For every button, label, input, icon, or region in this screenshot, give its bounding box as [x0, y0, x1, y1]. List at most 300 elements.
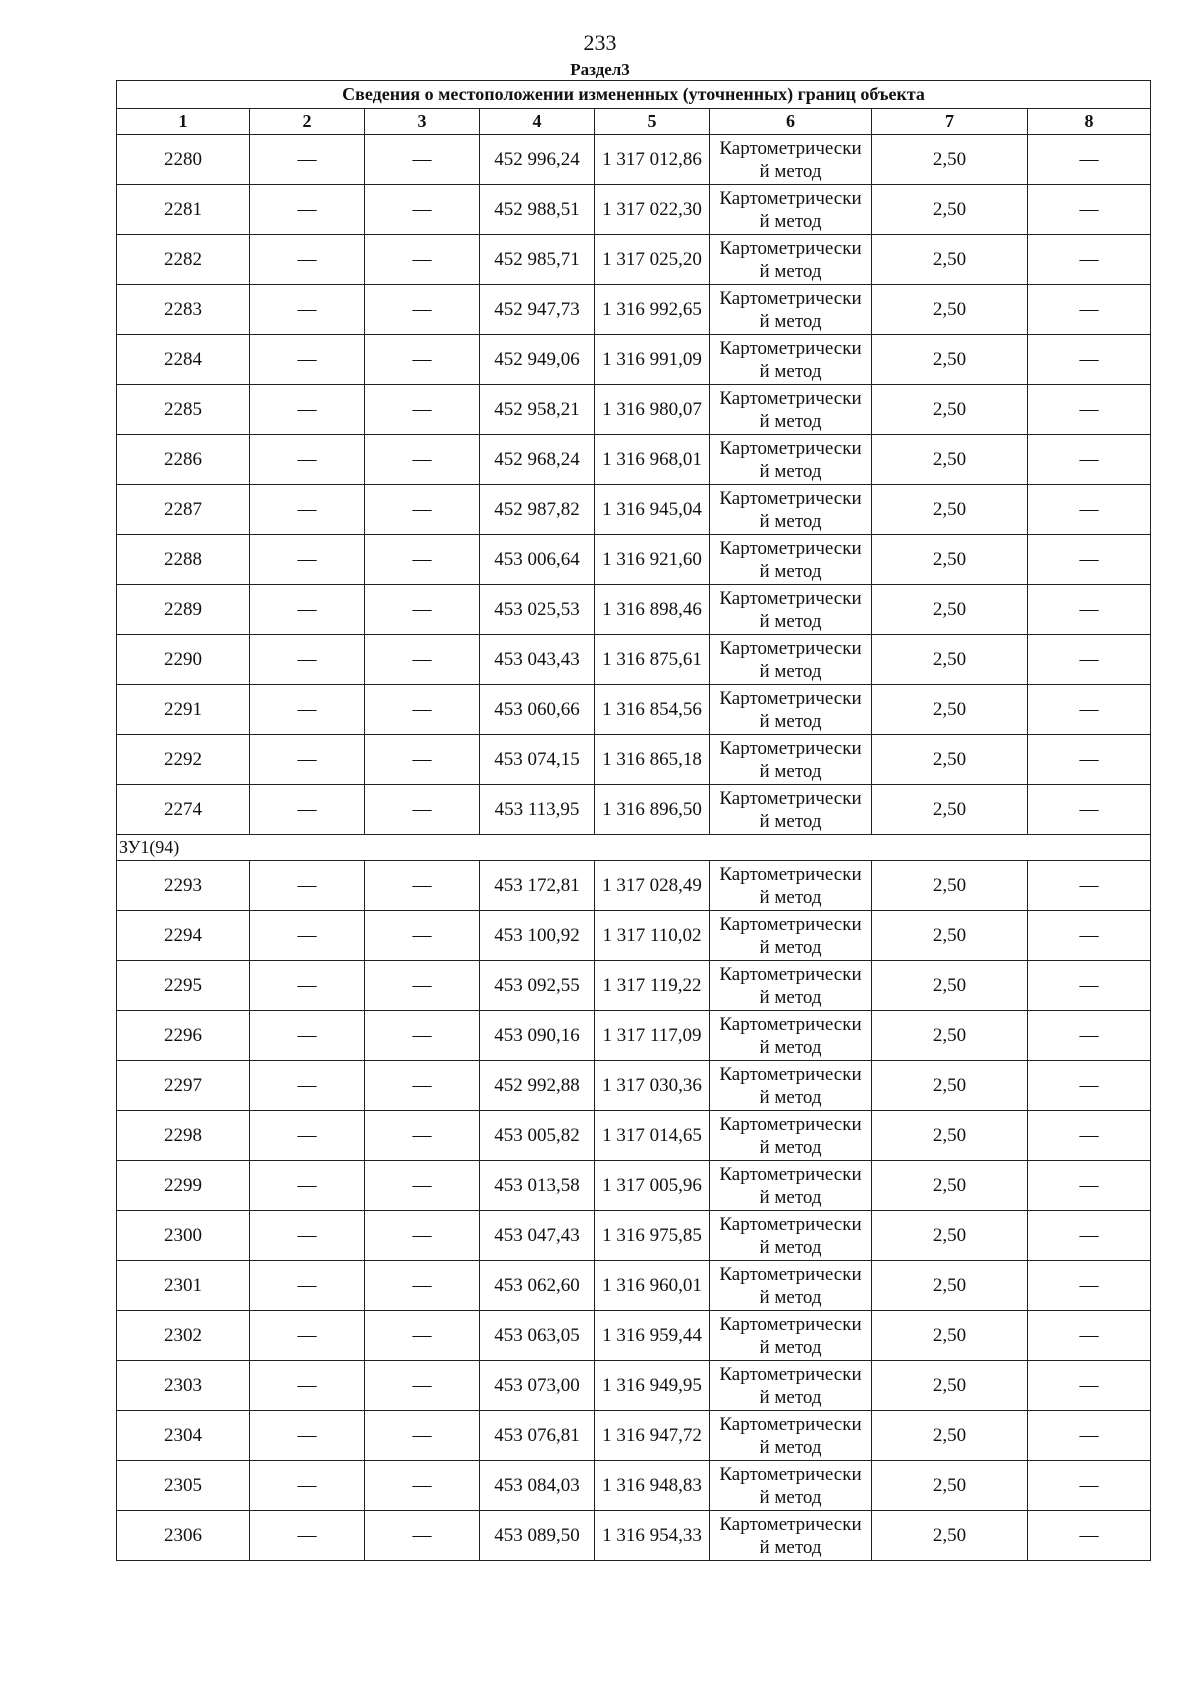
- method-line: й метод: [759, 660, 822, 682]
- y-coordinate: 1 316 949,95: [595, 1361, 710, 1411]
- point-number: 2284: [117, 335, 250, 385]
- method-cell: [710, 1361, 872, 1411]
- col2-cell: —: [250, 685, 365, 735]
- accuracy-value: 2,50: [872, 685, 1028, 735]
- col3-cell: —: [365, 1361, 480, 1411]
- method-cell: [710, 1011, 872, 1061]
- method-cell: [710, 135, 872, 185]
- x-coordinate: 452 988,51: [480, 185, 595, 235]
- y-coordinate: 1 317 012,86: [595, 135, 710, 185]
- method-line: Картометрически: [719, 963, 862, 985]
- method-line: й метод: [759, 560, 822, 582]
- col3-cell: —: [365, 1411, 480, 1461]
- column-header: 6: [710, 109, 872, 135]
- x-coordinate: 453 047,43: [480, 1211, 595, 1261]
- method-line: й метод: [759, 1386, 822, 1408]
- y-coordinate: 1 316 875,61: [595, 635, 710, 685]
- col3-cell: —: [365, 861, 480, 911]
- y-coordinate: 1 317 005,96: [595, 1161, 710, 1211]
- table-row: [117, 235, 1151, 285]
- method-line: Картометрически: [719, 1163, 862, 1185]
- col2-cell: —: [250, 1361, 365, 1411]
- x-coordinate: 453 113,95: [480, 785, 595, 835]
- method-cell: [710, 635, 872, 685]
- col3-cell: —: [365, 1211, 480, 1261]
- col8-cell: —: [1028, 585, 1151, 635]
- point-number: 2288: [117, 535, 250, 585]
- accuracy-value: 2,50: [872, 185, 1028, 235]
- method-cell: [710, 1211, 872, 1261]
- accuracy-value: 2,50: [872, 961, 1028, 1011]
- col3-cell: —: [365, 435, 480, 485]
- y-coordinate: 1 316 854,56: [595, 685, 710, 735]
- method-cell: [710, 1411, 872, 1461]
- method-cell: [710, 911, 872, 961]
- method-cell: [710, 1261, 872, 1311]
- method-line: Картометрически: [719, 737, 862, 759]
- method-line: й метод: [759, 936, 822, 958]
- x-coordinate: 453 073,00: [480, 1361, 595, 1411]
- method-cell: [710, 535, 872, 585]
- point-number: 2296: [117, 1011, 250, 1061]
- table-row: [117, 1311, 1151, 1361]
- col8-cell: —: [1028, 635, 1151, 685]
- y-coordinate: 1 316 947,72: [595, 1411, 710, 1461]
- table-row: [117, 911, 1151, 961]
- col2-cell: —: [250, 1011, 365, 1061]
- x-coordinate: 452 968,24: [480, 435, 595, 485]
- method-line: Картометрически: [719, 487, 862, 509]
- method-line: й метод: [759, 360, 822, 382]
- point-number: 2306: [117, 1511, 250, 1561]
- method-line: Картометрически: [719, 437, 862, 459]
- col8-cell: —: [1028, 1311, 1151, 1361]
- col8-cell: —: [1028, 785, 1151, 835]
- column-header: 3: [365, 109, 480, 135]
- point-number: 2281: [117, 185, 250, 235]
- col2-cell: —: [250, 1111, 365, 1161]
- col3-cell: —: [365, 1511, 480, 1561]
- column-header: 5: [595, 109, 710, 135]
- method-cell: [710, 1461, 872, 1511]
- accuracy-value: 2,50: [872, 1261, 1028, 1311]
- col3-cell: —: [365, 911, 480, 961]
- point-number: 2303: [117, 1361, 250, 1411]
- point-number: 2274: [117, 785, 250, 835]
- table-row: [117, 335, 1151, 385]
- col8-cell: —: [1028, 1111, 1151, 1161]
- method-line: Картометрически: [719, 1463, 862, 1485]
- y-coordinate: 1 316 954,33: [595, 1511, 710, 1561]
- method-cell: [710, 385, 872, 435]
- method-cell: [710, 1111, 872, 1161]
- col2-cell: —: [250, 185, 365, 235]
- table-row: [117, 485, 1151, 535]
- table-row: [117, 1061, 1151, 1111]
- col3-cell: —: [365, 1061, 480, 1111]
- y-coordinate: 1 317 117,09: [595, 1011, 710, 1061]
- method-line: Картометрически: [719, 1213, 862, 1235]
- accuracy-value: 2,50: [872, 235, 1028, 285]
- col3-cell: —: [365, 1461, 480, 1511]
- method-line: й метод: [759, 886, 822, 908]
- col2-cell: —: [250, 235, 365, 285]
- method-line: Картометрически: [719, 1513, 862, 1535]
- point-number: 2297: [117, 1061, 250, 1111]
- table-row: [117, 1411, 1151, 1461]
- col2-cell: —: [250, 1161, 365, 1211]
- y-coordinate: 1 316 865,18: [595, 735, 710, 785]
- method-line: Картометрически: [719, 1263, 862, 1285]
- col8-cell: —: [1028, 1211, 1151, 1261]
- y-coordinate: 1 317 119,22: [595, 961, 710, 1011]
- method-line: Картометрически: [719, 287, 862, 309]
- col2-cell: —: [250, 635, 365, 685]
- method-line: Картометрически: [719, 137, 862, 159]
- method-line: Картометрически: [719, 637, 862, 659]
- col8-cell: —: [1028, 1261, 1151, 1311]
- col2-cell: —: [250, 911, 365, 961]
- point-number: 2298: [117, 1111, 250, 1161]
- accuracy-value: 2,50: [872, 1311, 1028, 1361]
- y-coordinate: 1 317 025,20: [595, 235, 710, 285]
- x-coordinate: 453 074,15: [480, 735, 595, 785]
- column-header: 2: [250, 109, 365, 135]
- col2-cell: —: [250, 435, 365, 485]
- method-cell: [710, 1511, 872, 1561]
- group-row: [117, 835, 1151, 861]
- table-row: [117, 385, 1151, 435]
- method-line: й метод: [759, 510, 822, 532]
- method-cell: [710, 585, 872, 635]
- accuracy-value: 2,50: [872, 1211, 1028, 1261]
- col2-cell: —: [250, 1261, 365, 1311]
- x-coordinate: 453 060,66: [480, 685, 595, 735]
- x-coordinate: 452 985,71: [480, 235, 595, 285]
- y-coordinate: 1 316 898,46: [595, 585, 710, 635]
- x-coordinate: 453 084,03: [480, 1461, 595, 1511]
- point-number: 2305: [117, 1461, 250, 1511]
- col8-cell: —: [1028, 385, 1151, 435]
- y-coordinate: 1 317 030,36: [595, 1061, 710, 1111]
- col8-cell: —: [1028, 1011, 1151, 1061]
- col8-cell: —: [1028, 285, 1151, 335]
- method-line: Картометрически: [719, 587, 862, 609]
- accuracy-value: 2,50: [872, 735, 1028, 785]
- method-line: Картометрически: [719, 1313, 862, 1335]
- col3-cell: —: [365, 285, 480, 335]
- col3-cell: —: [365, 1111, 480, 1161]
- y-coordinate: 1 316 968,01: [595, 435, 710, 485]
- table-row: [117, 735, 1151, 785]
- col3-cell: —: [365, 235, 480, 285]
- col3-cell: —: [365, 1261, 480, 1311]
- point-number: 2282: [117, 235, 250, 285]
- group-label: ЗУ1(94): [117, 835, 1151, 861]
- table-row: [117, 135, 1151, 185]
- method-line: Картометрически: [719, 687, 862, 709]
- accuracy-value: 2,50: [872, 135, 1028, 185]
- method-line: Картометрически: [719, 863, 862, 885]
- col3-cell: —: [365, 335, 480, 385]
- x-coordinate: 453 063,05: [480, 1311, 595, 1361]
- accuracy-value: 2,50: [872, 635, 1028, 685]
- method-cell: [710, 785, 872, 835]
- table-row: [117, 1261, 1151, 1311]
- point-number: 2287: [117, 485, 250, 535]
- col8-cell: —: [1028, 1161, 1151, 1211]
- col3-cell: —: [365, 185, 480, 235]
- method-cell: [710, 435, 872, 485]
- y-coordinate: 1 317 022,30: [595, 185, 710, 235]
- x-coordinate: 453 006,64: [480, 535, 595, 585]
- table-row: [117, 585, 1151, 635]
- method-cell: [710, 235, 872, 285]
- table-row: [117, 961, 1151, 1011]
- method-line: й метод: [759, 1486, 822, 1508]
- method-line: й метод: [759, 1186, 822, 1208]
- accuracy-value: 2,50: [872, 535, 1028, 585]
- x-coordinate: 452 987,82: [480, 485, 595, 535]
- col8-cell: —: [1028, 535, 1151, 585]
- column-header: 1: [117, 109, 250, 135]
- table-row: [117, 535, 1151, 585]
- method-line: й метод: [759, 1286, 822, 1308]
- col3-cell: —: [365, 385, 480, 435]
- method-line: Картометрически: [719, 1113, 862, 1135]
- y-coordinate: 1 316 980,07: [595, 385, 710, 435]
- accuracy-value: 2,50: [872, 911, 1028, 961]
- col8-cell: —: [1028, 1361, 1151, 1411]
- accuracy-value: 2,50: [872, 335, 1028, 385]
- col8-cell: —: [1028, 685, 1151, 735]
- point-number: 2291: [117, 685, 250, 735]
- accuracy-value: 2,50: [872, 385, 1028, 435]
- method-cell: [710, 1061, 872, 1111]
- y-coordinate: 1 316 960,01: [595, 1261, 710, 1311]
- col3-cell: —: [365, 485, 480, 535]
- x-coordinate: 453 089,50: [480, 1511, 595, 1561]
- accuracy-value: 2,50: [872, 285, 1028, 335]
- y-coordinate: 1 316 948,83: [595, 1461, 710, 1511]
- col2-cell: —: [250, 1411, 365, 1461]
- method-line: й метод: [759, 410, 822, 432]
- col2-cell: —: [250, 585, 365, 635]
- method-line: й метод: [759, 1036, 822, 1058]
- col2-cell: —: [250, 1061, 365, 1111]
- col8-cell: —: [1028, 1411, 1151, 1461]
- y-coordinate: 1 316 921,60: [595, 535, 710, 585]
- y-coordinate: 1 316 945,04: [595, 485, 710, 535]
- method-line: й метод: [759, 1136, 822, 1158]
- method-line: й метод: [759, 1536, 822, 1558]
- point-number: 2285: [117, 385, 250, 435]
- x-coordinate: 453 005,82: [480, 1111, 595, 1161]
- col3-cell: —: [365, 685, 480, 735]
- col3-cell: —: [365, 635, 480, 685]
- accuracy-value: 2,50: [872, 1461, 1028, 1511]
- table-row: [117, 635, 1151, 685]
- col8-cell: —: [1028, 1061, 1151, 1111]
- accuracy-value: 2,50: [872, 1411, 1028, 1461]
- col2-cell: —: [250, 861, 365, 911]
- method-line: Картометрически: [719, 1063, 862, 1085]
- accuracy-value: 2,50: [872, 1011, 1028, 1061]
- method-line: Картометрически: [719, 913, 862, 935]
- method-line: Картометрически: [719, 1413, 862, 1435]
- method-line: й метод: [759, 810, 822, 832]
- method-cell: [710, 685, 872, 735]
- method-line: Картометрически: [719, 1363, 862, 1385]
- col3-cell: —: [365, 135, 480, 185]
- x-coordinate: 453 025,53: [480, 585, 595, 635]
- col3-cell: —: [365, 535, 480, 585]
- col2-cell: —: [250, 1211, 365, 1261]
- col8-cell: —: [1028, 1511, 1151, 1561]
- point-number: 2301: [117, 1261, 250, 1311]
- col8-cell: —: [1028, 1461, 1151, 1511]
- table-row: [117, 1111, 1151, 1161]
- x-coordinate: 452 949,06: [480, 335, 595, 385]
- table-row: [117, 1011, 1151, 1061]
- method-cell: [710, 735, 872, 785]
- col2-cell: —: [250, 335, 365, 385]
- col3-cell: —: [365, 1311, 480, 1361]
- method-line: й метод: [759, 160, 822, 182]
- column-header: 4: [480, 109, 595, 135]
- x-coordinate: 453 043,43: [480, 635, 595, 685]
- table-row: [117, 1511, 1151, 1561]
- col2-cell: —: [250, 385, 365, 435]
- col2-cell: —: [250, 961, 365, 1011]
- x-coordinate: 453 090,16: [480, 1011, 595, 1061]
- section-title: Раздел3: [570, 60, 630, 79]
- x-coordinate: 453 062,60: [480, 1261, 595, 1311]
- col2-cell: —: [250, 1311, 365, 1361]
- y-coordinate: 1 317 014,65: [595, 1111, 710, 1161]
- col2-cell: —: [250, 1461, 365, 1511]
- y-coordinate: 1 316 975,85: [595, 1211, 710, 1261]
- col8-cell: —: [1028, 861, 1151, 911]
- table-body: [117, 135, 1151, 1561]
- col2-cell: —: [250, 535, 365, 585]
- x-coordinate: 452 947,73: [480, 285, 595, 335]
- x-coordinate: 453 172,81: [480, 861, 595, 911]
- method-cell: [710, 1311, 872, 1361]
- method-line: й метод: [759, 1436, 822, 1458]
- accuracy-value: 2,50: [872, 1511, 1028, 1561]
- col8-cell: —: [1028, 185, 1151, 235]
- y-coordinate: 1 316 959,44: [595, 1311, 710, 1361]
- boundary-table: [116, 80, 1151, 1561]
- accuracy-value: 2,50: [872, 1111, 1028, 1161]
- method-cell: [710, 285, 872, 335]
- col3-cell: —: [365, 585, 480, 635]
- col3-cell: —: [365, 961, 480, 1011]
- method-line: й метод: [759, 460, 822, 482]
- method-line: Картометрически: [719, 1013, 862, 1035]
- method-line: Картометрически: [719, 237, 862, 259]
- accuracy-value: 2,50: [872, 785, 1028, 835]
- point-number: 2300: [117, 1211, 250, 1261]
- x-coordinate: 452 992,88: [480, 1061, 595, 1111]
- x-coordinate: 452 958,21: [480, 385, 595, 435]
- y-coordinate: 1 317 110,02: [595, 911, 710, 961]
- table-row: [117, 861, 1151, 911]
- col8-cell: —: [1028, 235, 1151, 285]
- col2-cell: —: [250, 1511, 365, 1561]
- table-row: [117, 685, 1151, 735]
- column-header: 7: [872, 109, 1028, 135]
- column-header-row: [117, 109, 1151, 135]
- col2-cell: —: [250, 285, 365, 335]
- point-number: 2299: [117, 1161, 250, 1211]
- method-line: й метод: [759, 210, 822, 232]
- table-row: [117, 185, 1151, 235]
- method-cell: [710, 961, 872, 1011]
- y-coordinate: 1 316 992,65: [595, 285, 710, 335]
- y-coordinate: 1 316 896,50: [595, 785, 710, 835]
- point-number: 2293: [117, 861, 250, 911]
- page-number: 233: [583, 30, 617, 55]
- table-caption: Сведения о местоположении измененных (уточненных) границ объекта: [117, 81, 1151, 109]
- column-header: 8: [1028, 109, 1151, 135]
- col2-cell: —: [250, 785, 365, 835]
- col8-cell: —: [1028, 335, 1151, 385]
- point-number: 2292: [117, 735, 250, 785]
- method-line: й метод: [759, 760, 822, 782]
- method-line: й метод: [759, 710, 822, 732]
- method-line: й метод: [759, 610, 822, 632]
- col3-cell: —: [365, 785, 480, 835]
- method-line: Картометрически: [719, 337, 862, 359]
- col2-cell: —: [250, 135, 365, 185]
- col8-cell: —: [1028, 735, 1151, 785]
- point-number: 2283: [117, 285, 250, 335]
- table-row: [117, 785, 1151, 835]
- col2-cell: —: [250, 485, 365, 535]
- col3-cell: —: [365, 1011, 480, 1061]
- point-number: 2295: [117, 961, 250, 1011]
- col8-cell: —: [1028, 135, 1151, 185]
- method-cell: [710, 185, 872, 235]
- table-row: [117, 435, 1151, 485]
- col2-cell: —: [250, 735, 365, 785]
- method-cell: [710, 485, 872, 535]
- method-line: й метод: [759, 310, 822, 332]
- method-cell: [710, 861, 872, 911]
- point-number: 2289: [117, 585, 250, 635]
- method-cell: [710, 1161, 872, 1211]
- method-line: й метод: [759, 1336, 822, 1358]
- method-line: Картометрически: [719, 387, 862, 409]
- table-row: [117, 1211, 1151, 1261]
- accuracy-value: 2,50: [872, 1361, 1028, 1411]
- table-row: [117, 1361, 1151, 1411]
- accuracy-value: 2,50: [872, 861, 1028, 911]
- method-line: й метод: [759, 1086, 822, 1108]
- table-row: [117, 285, 1151, 335]
- point-number: 2302: [117, 1311, 250, 1361]
- method-line: Картометрически: [719, 537, 862, 559]
- accuracy-value: 2,50: [872, 1061, 1028, 1111]
- y-coordinate: 1 317 028,49: [595, 861, 710, 911]
- x-coordinate: 453 013,58: [480, 1161, 595, 1211]
- accuracy-value: 2,50: [872, 485, 1028, 535]
- method-line: Картометрически: [719, 787, 862, 809]
- accuracy-value: 2,50: [872, 585, 1028, 635]
- col8-cell: —: [1028, 485, 1151, 535]
